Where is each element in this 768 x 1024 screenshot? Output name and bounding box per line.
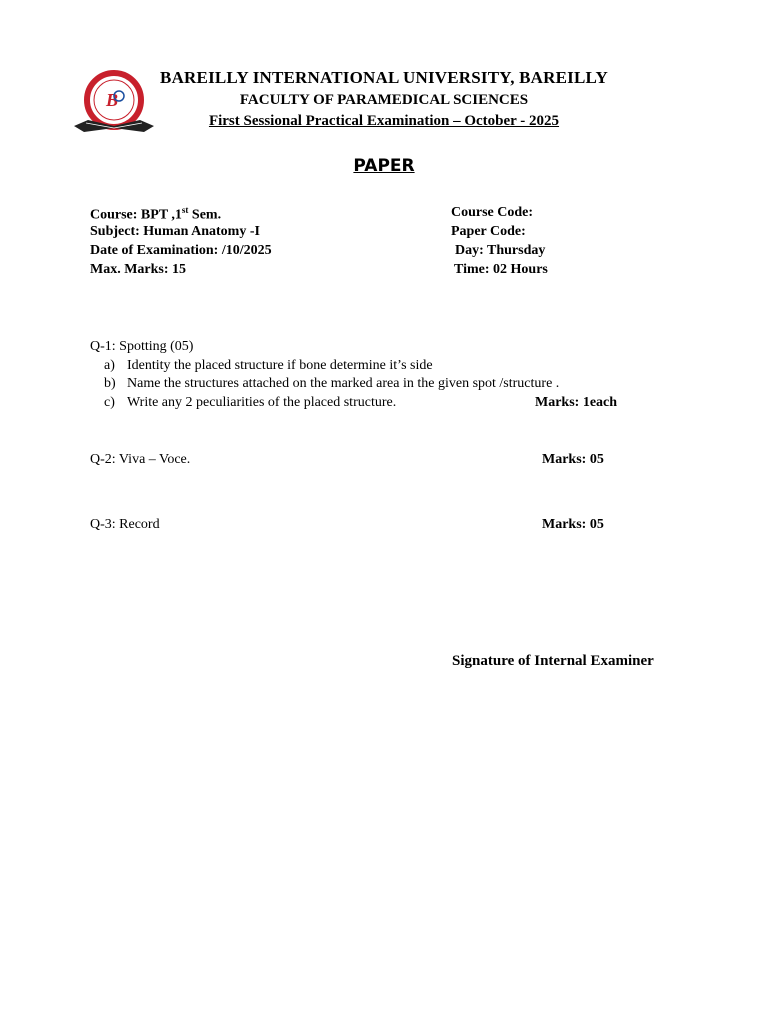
paper-title: PAPER [353,156,415,176]
question-1-item-a: a) Identity the placed structure if bone determine it’s side [104,358,433,373]
question-2-marks: Marks: 05 [542,452,604,467]
exam-title: First Sessional Practical Examination – October - 2025 [208,113,560,129]
course-info: Course: BPT ,1st Sem. [90,205,222,223]
max-marks-info: Max. Marks: 15 [90,262,187,277]
day-info: Day: Thursday [455,243,546,258]
paper-code-info: Paper Code: [451,224,526,239]
question-2-title: Q-2: Viva – Voce. [90,452,191,467]
svg-text:B: B [106,90,119,110]
question-1-item-c: c) Write any 2 peculiarities of the placed structure. [104,395,397,410]
question-1-title: Q-1: Spotting (05) [90,339,194,354]
signature-label: Signature of Internal Examiner [452,653,654,669]
time-info: Time: 02 Hours [454,262,548,277]
question-1-item-b: b) Name the structures attached on the marked area in the given spot /structure . [104,376,560,391]
question-1-marks: Marks: 1each [535,395,618,410]
date-info: Date of Examination: /10/2025 [90,243,272,258]
course-code-info: Course Code: [451,205,534,220]
faculty-name: FACULTY OF PARAMEDICAL SCIENCES [239,92,529,108]
university-name: BAREILLY INTERNATIONAL UNIVERSITY, BAREILLY [160,68,608,87]
subject-info: Subject: Human Anatomy -I [90,224,260,239]
question-3-marks: Marks: 05 [542,517,604,532]
question-3-title: Q-3: Record [90,517,160,532]
